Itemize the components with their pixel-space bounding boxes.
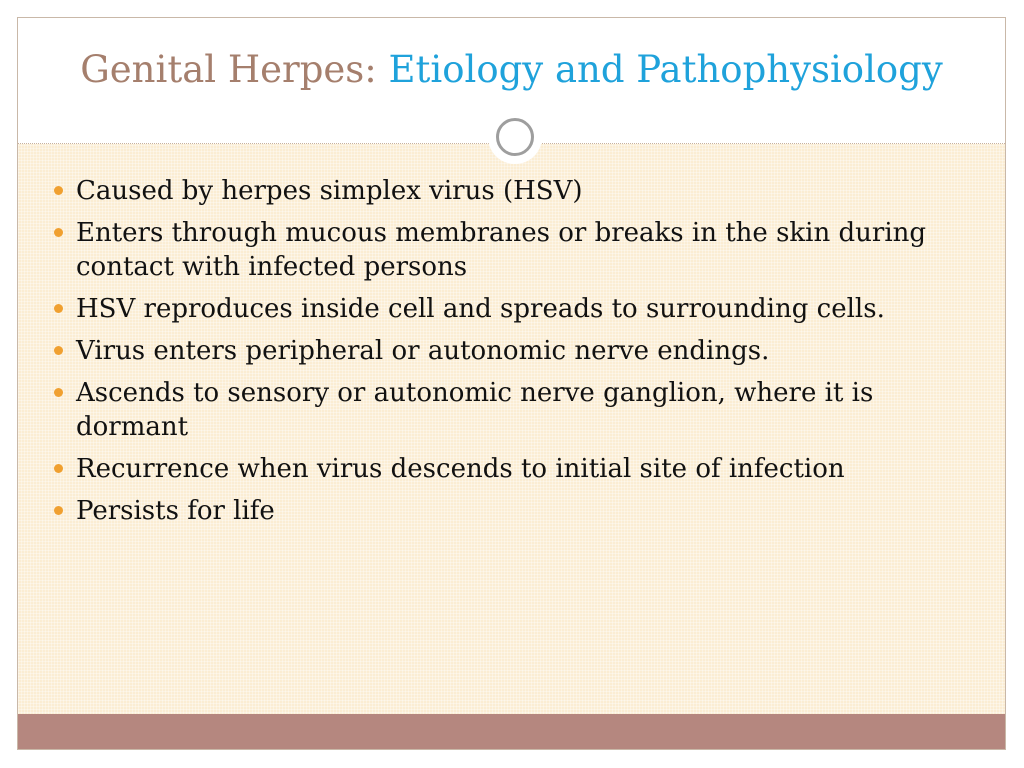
bullet-text: Enters through mucous membranes or breaks in the skin during contact with infected persons	[76, 218, 927, 282]
bullet-list	[54, 174, 964, 536]
ring	[496, 118, 534, 156]
slide	[17, 17, 1006, 750]
bullet-dot-icon	[54, 186, 63, 195]
bullet-text: Caused by herpes simplex virus (HSV)	[76, 176, 583, 206]
bullet-dot-icon	[54, 388, 63, 397]
list-item	[54, 376, 964, 444]
bullet-dot-icon	[54, 304, 63, 313]
bullet-text: Persists for life	[76, 496, 275, 526]
bullet-text: HSV reproduces inside cell and spreads to surrounding cells.	[76, 294, 885, 324]
list-item	[54, 292, 964, 326]
bullet-text: Virus enters peripheral or autonomic nerve endings.	[76, 336, 770, 366]
bullet-dot-icon	[54, 228, 63, 237]
slide-title	[18, 48, 1005, 92]
title-subtitle: Etiology and Pathophysiology	[388, 48, 943, 91]
bullet-dot-icon	[54, 346, 63, 355]
list-item	[54, 216, 964, 284]
title-main: Genital Herpes:	[80, 48, 389, 91]
footer-bar	[18, 714, 1005, 749]
bullet-dot-icon	[54, 464, 63, 473]
list-item	[54, 174, 964, 208]
list-item	[54, 452, 964, 486]
bullet-dot-icon	[54, 506, 63, 515]
list-item	[54, 494, 964, 528]
bullet-text: Recurrence when virus descends to initial site of infection	[76, 454, 845, 484]
circle-ring-icon	[488, 110, 542, 164]
bullet-text: Ascends to sensory or autonomic nerve ganglion, where it is dormant	[76, 378, 874, 442]
list-item	[54, 334, 964, 368]
